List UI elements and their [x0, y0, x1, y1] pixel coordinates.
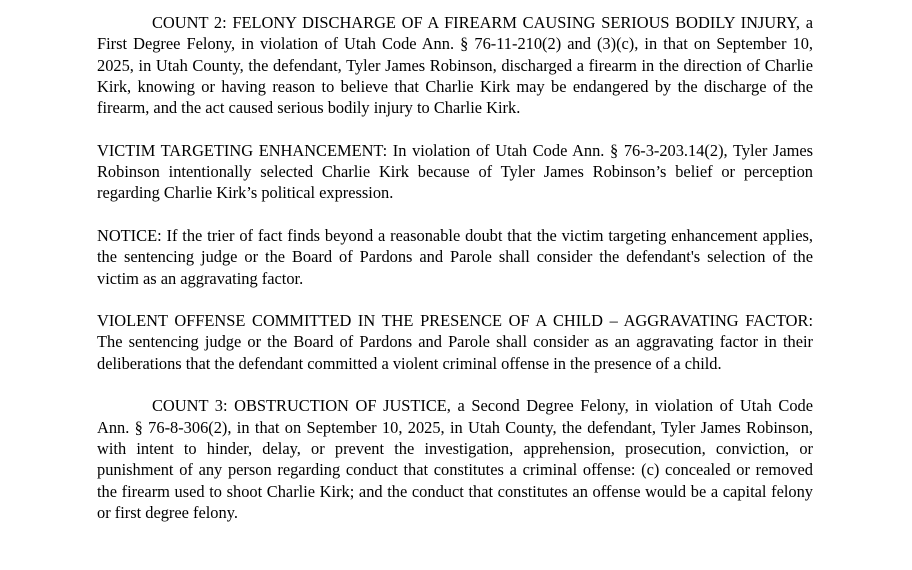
count-2-paragraph: COUNT 2: FELONY DISCHARGE OF A FIREARM CAUSING SERIOUS BODILY INJURY, a First Degree Felony, in violation of Utah Code Ann. § 76-11-210(2) and (3)(c), in that on September 10, 2025, in Utah County, the defendant, Tyler James Robinson, discharged a firearm in the direction of Charlie Kirk, knowing or having reason to believe that Charlie Kirk may be endangered by the discharge of the firearm, and the act caused serious bodily injury to Charlie Kirk. [97, 13, 813, 118]
count-3-paragraph: COUNT 3: OBSTRUCTION OF JUSTICE, a Second Degree Felony, in violation of Utah Code Ann. § 76-8-306(2), in that on September 10, 2025, in Utah County, the defendant, Tyler James Robinson, with intent to hinder, delay, or prevent the investigation, apprehension, prosecution, conviction, or punishment of any person regarding conduct that constitutes a criminal offense: (c) concealed or removed the firearm used to shoot Charlie Kirk; and the conduct that constitutes an offense would be a capital felony or first degree felony. [97, 396, 813, 522]
victim-targeting-enhancement-paragraph: VICTIM TARGETING ENHANCEMENT: In violation of Utah Code Ann. § 76-3-203.14(2), Tyler James Robinson intentionally selected Charlie Kirk because of Tyler James Robinson’s belief or perception regarding Charlie Kirk’s political expression. [97, 140, 813, 203]
violent-offense-child-paragraph: VIOLENT OFFENSE COMMITTED IN THE PRESENCE OF A CHILD – AGGRAVATING FACTOR: The sentencing judge or the Board of Pardons and Parole shall consider as an aggravating factor in their deliberations that the defendant committed a violent criminal offense in the presence of a child. [97, 311, 813, 373]
notice-paragraph: NOTICE: If the trier of fact finds beyond a reasonable doubt that the victim targeting enhancement applies, the sentencing judge or the Board of Pardons and Parole shall consider the defendant's selection of the victim as an aggravating factor. [97, 225, 813, 288]
document-page [97, 12, 813, 544]
